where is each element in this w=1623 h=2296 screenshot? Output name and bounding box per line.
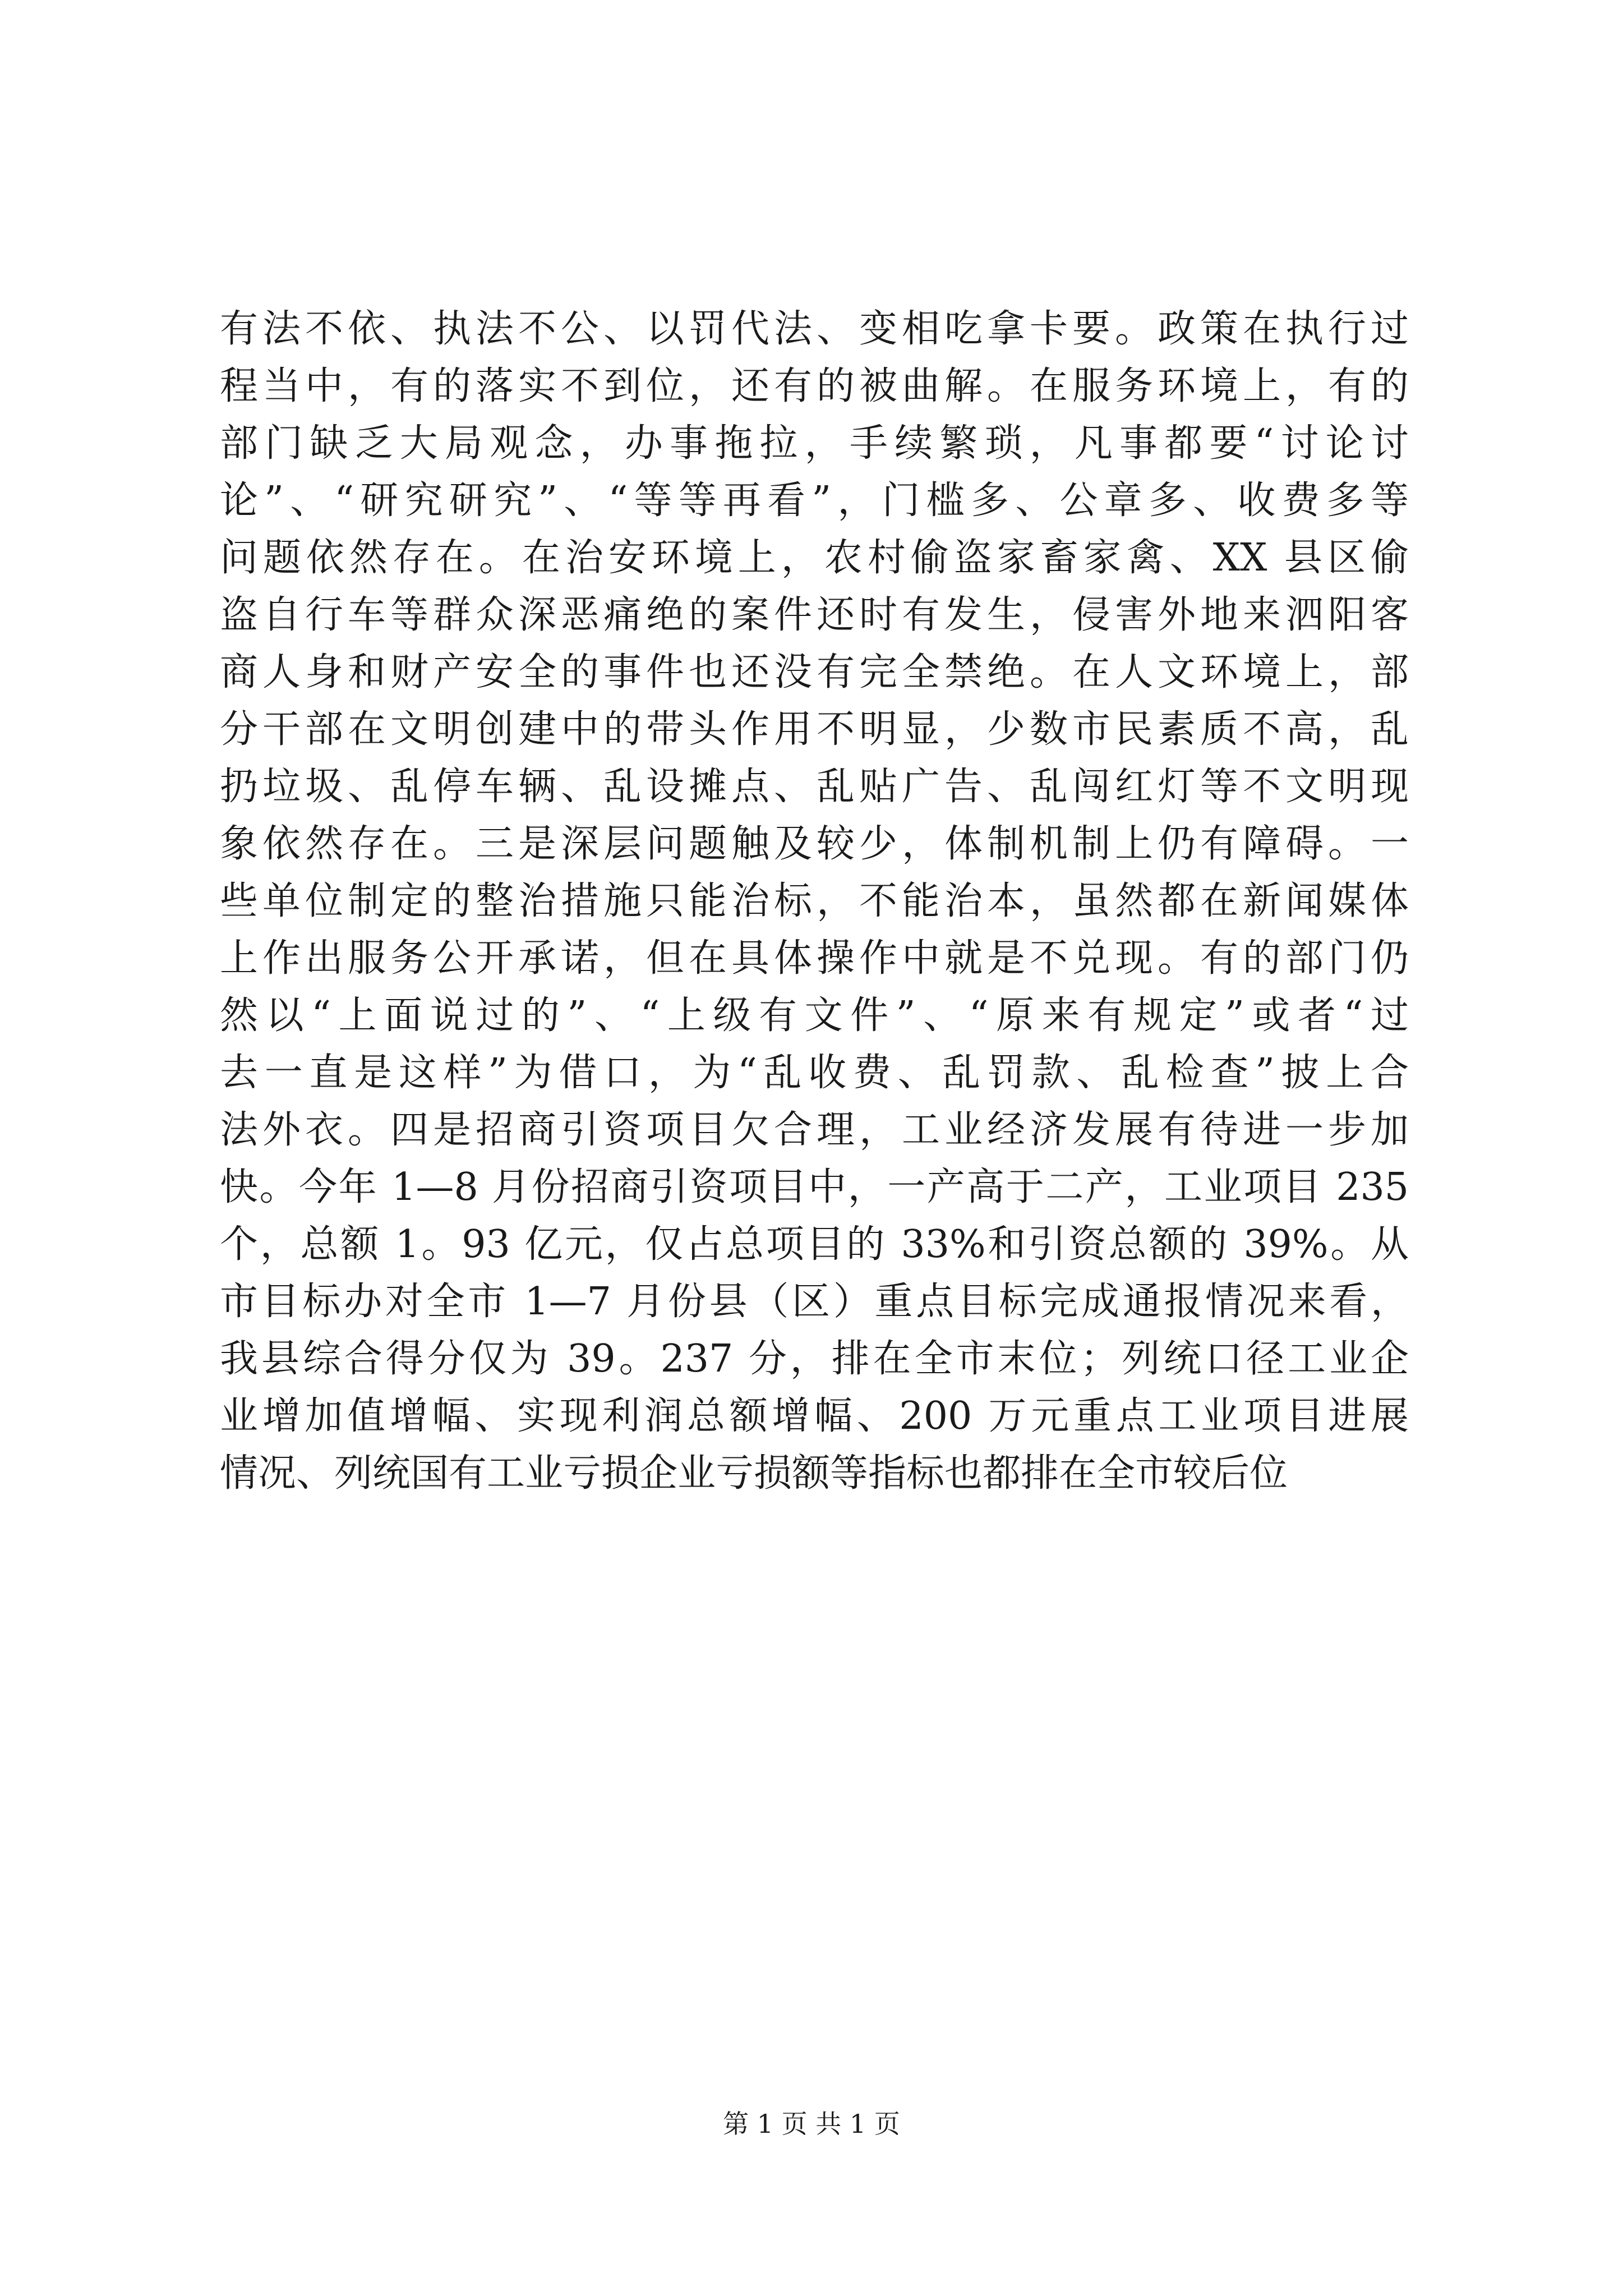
text-line: 论”、“研究研究”、“等等再看”，门槛多、公章多、收费多等 (220, 478, 1409, 523)
text-line: 部门缺乏大局观念，办事拖拉，手续繁琐，凡事都要“讨论讨 (220, 421, 1409, 466)
text-line: 然以“上面说过的”、“上级有文件”、“原来有规定”或者“过 (220, 993, 1409, 1038)
text-line: 问题依然存在。在治安环境上，农村偷盗家畜家禽、XX 县区偷 (220, 536, 1409, 580)
text-line: 上作出服务公开承诺，但在具体操作中就是不兑现。有的部门仍 (220, 936, 1409, 981)
text-line: 个，总额 1。93 亿元，仅占总项目的 33%和引资总额的 39%。从 (220, 1222, 1409, 1267)
text-line: 快。今年 1—8 月份招商引资项目中，一产高于二产，工业项目 235 (220, 1165, 1409, 1209)
text-line: 象依然存在。三是深层问题触及较少，体制机制上仍有障碍。一 (220, 822, 1409, 866)
text-line: 程当中，有的落实不到位，还有的被曲解。在服务环境上，有的 (220, 364, 1409, 408)
text-line: 盗自行车等群众深恶痛绝的案件还时有发生，侵害外地来泗阳客 (220, 593, 1409, 637)
text-line: 业增加值增幅、实现利润总额增幅、200 万元重点工业项目进展 (220, 1394, 1409, 1438)
text-line: 我县综合得分仅为 39。237 分，排在全市末位；列统口径工业企 (220, 1337, 1409, 1381)
text-line: 商人身和财产安全的事件也还没有完全禁绝。在人文环境上，部 (220, 650, 1409, 694)
text-line: 市目标办对全市 1—7 月份县（区）重点目标完成通报情况来看， (220, 1280, 1409, 1324)
body-text (220, 301, 1409, 1502)
text-line: 分干部在文明创建中的带头作用不明显，少数市民素质不高，乱 (220, 707, 1409, 752)
page-number-footer: 第 1 页 共 1 页 (723, 2109, 900, 2139)
text-line: 法外衣。四是招商引资项目欠合理，工业经济发展有待进一步加 (220, 1108, 1409, 1152)
text-line: 些单位制定的整治措施只能治标，不能治本，虽然都在新闻媒体 (220, 879, 1409, 923)
text-line: 情况、列统国有工业亏损企业亏损额等指标也都排在全市较后位 (220, 1451, 1288, 1496)
text-line: 去一直是这样”为借口，为“乱收费、乱罚款、乱检查”披上合 (220, 1051, 1409, 1095)
text-line: 有法不依、执法不公、以罚代法、变相吃拿卡要。政策在执行过 (220, 307, 1409, 351)
text-line: 扔垃圾、乱停车辆、乱设摊点、乱贴广告、乱闯红灯等不文明现 (220, 765, 1409, 809)
